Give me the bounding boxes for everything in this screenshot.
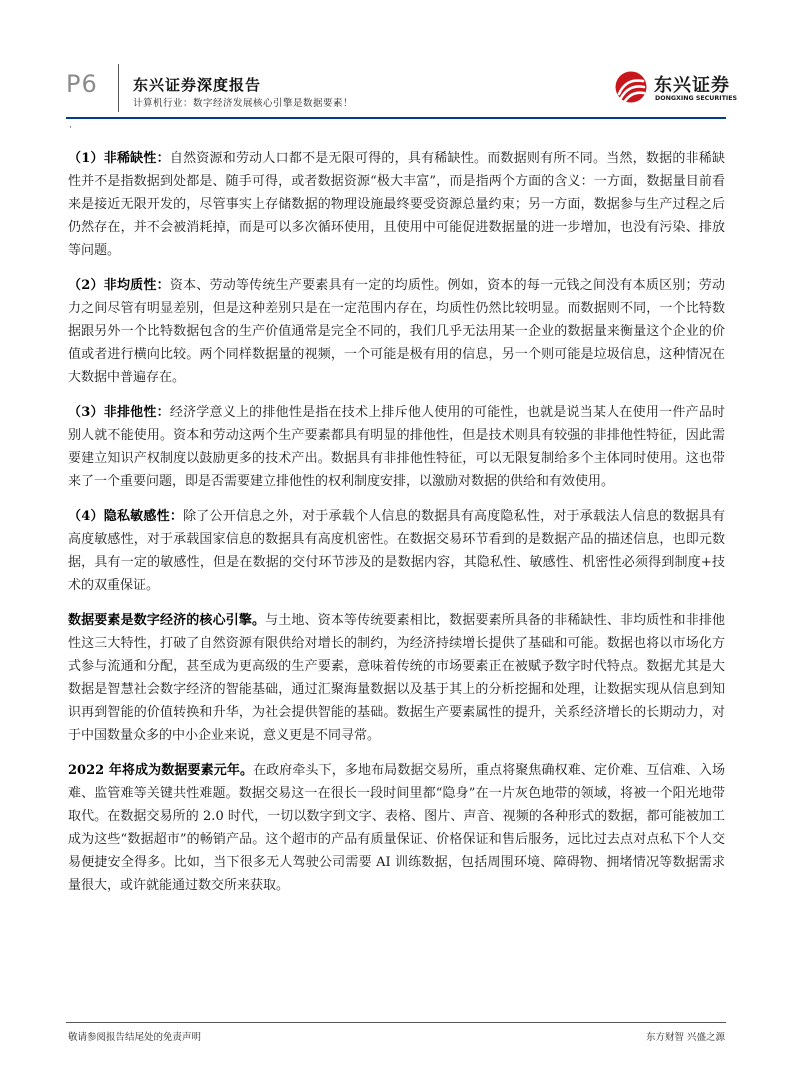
report-subtitle: 计算机行业：数字经济发展核心引擎是数据要素！ (133, 98, 354, 109)
footer-rule (66, 1022, 726, 1023)
page-header (0, 0, 793, 133)
paragraph-text: 在政府牵头下，多地布局数据交易所，重点将聚焦确权难、定价难、互信难、入场难、监管难等关键共性难题。数据交易这一在很长一段时间里都“隐身”在一片灰色地带的领域，将被一个阳光地带取代。在数据交易所的 2.0 时代，一切以数字到文字、表格、图片、声音、视频的各种形式的数据，都可能被加工成为这些“数据超市”的畅销产品。这个超市的产品有质量保证、价格保证和售后服务，远比过去点对点私下个人交易便捷安全得多。比如，当下很多无人驾驶公司需要 AI 训练数据，包括周围环境、障碍物、拥堵情况等数据需求量很大，或许就能通过数交所来获取。 (68, 763, 725, 893)
logo-text-en: DONGXING SECURITIES (655, 95, 738, 102)
paragraph-lead: （2）非均质性： (68, 278, 170, 293)
paragraph-lead: 数据要素是数字经济的核心引擎。 (68, 613, 266, 628)
paragraph-text: 与土地、资本等传统要素相比，数据要素所具备的非稀缺性、非均质性和非排他性这三大特性，打破了自然资源有限供给对增长的制约，为经济持续增长提供了基础和可能。数据也将以市场化方式参与流通和分配，甚至成为更高级的生产要素，意味着传统的市场要素正在被赋予数字时代特点。数据尤其是大数据是智慧社会数字经济的智能基础，通过汇聚海量数据以及基于其上的分析挖掘和处理，让数据实现从信息到知识再到智能的价值转换和升华，为社会提供智能的基础。数据生产要素属性的提升，关系经济增长的长期动力，对于中国数量众多的中小企业来说，意义更是不同寻常。 (68, 613, 725, 743)
paragraph-2022-year (68, 759, 725, 897)
footer-slogan: 东方财智 兴盛之源 (645, 1032, 725, 1043)
logo-text-cn: 东兴证券 (654, 75, 730, 96)
paragraph-lead: （4）隐私敏感性： (68, 509, 184, 524)
page-number: P6 (66, 70, 98, 98)
paragraph-lead: 2022 年将成为数据要素元年。 (68, 763, 254, 778)
company-logo (614, 70, 738, 110)
header-divider (118, 64, 119, 112)
paragraph-text: 经济学意义上的排他性是指在技术上排斥他人使用的可能性，也就是说当某人在使用一件产品时别人就不能使用。资本和劳动这两个生产要素都具有明显的排他性，但是技术则具有较强的非排他性特征，因此需要建立知识产权制度以鼓励更多的技术产出。数据具有非排他性特征，可以无限复制给多个主体同时使用。这也带来了一个重要问题，即是否需要建立排他性的权利制度安排，以激励对数据的供给和有效使用。 (68, 405, 725, 489)
paragraph-privacy-sensitivity (68, 505, 725, 597)
paragraph-text: 资本、劳动等传统生产要素具有一定的均质性。例如，资本的每一元钱之间没有本质区别；劳动力之间尽管有明显差别，但是这种差别只是在一定范围内存在，均质性仍然比较明显。而数据则不同，一个比特数据跟另外一个比特数据包含的生产价值通常是完全不同的，我们几乎无法用某一企业的数据量来衡量这个企业的价值或者进行横向比较。两个同样数据量的视频，一个可能是极有用的信息，另一个则可能是垃圾信息，这种情况在大数据中普遍存在。 (68, 278, 725, 385)
report-body (68, 147, 725, 909)
report-title: 东兴证券深度报告 (133, 76, 262, 94)
paragraph-core-engine (68, 609, 725, 747)
footer-disclaimer: 敬请参阅报告结尾处的免责声明 (68, 1032, 202, 1043)
paragraph-lead: （1）非稀缺性： (68, 151, 170, 166)
paragraph-text: 自然资源和劳动人口都不是无限可得的，具有稀缺性。而数据则有所不同。当然，数据的非稀缺性并不是指数据到处都是、随手可得，或者数据资源“极大丰富”，而是指两个方面的含义：一方面，数据量目前看来是接近无限开发的，尽管事实上存储数据的物理设施最终要受资源总量约束；另一方面，数据参与生产过程之后仍然存在，并不会被消耗掉，而是可以多次循环使用，且使用中可能促进数据量的进一步增加，也没有污染、排放等问题。 (68, 151, 725, 258)
header-rule (66, 117, 726, 119)
dongxing-logo-icon (614, 70, 648, 104)
section-marker: · (69, 123, 72, 133)
paragraph-non-scarcity (68, 147, 725, 262)
paragraph-non-homogeneity (68, 274, 725, 389)
paragraph-lead: （3）非排他性： (68, 405, 170, 420)
paragraph-text: 除了公开信息之外，对于承载个人信息的数据具有高度隐私性，对于承载法人信息的数据具有高度敏感性，对于承载国家信息的数据具有高度机密性。在数据交易环节看到的是数据产品的描述信息，也即元数据，具有一定的敏感性，但是在数据的交付环节涉及的是数据内容，其隐私性、敏感性、机密性必须得到制度+技术的双重保证。 (68, 509, 725, 593)
paragraph-non-exclusivity (68, 401, 725, 493)
